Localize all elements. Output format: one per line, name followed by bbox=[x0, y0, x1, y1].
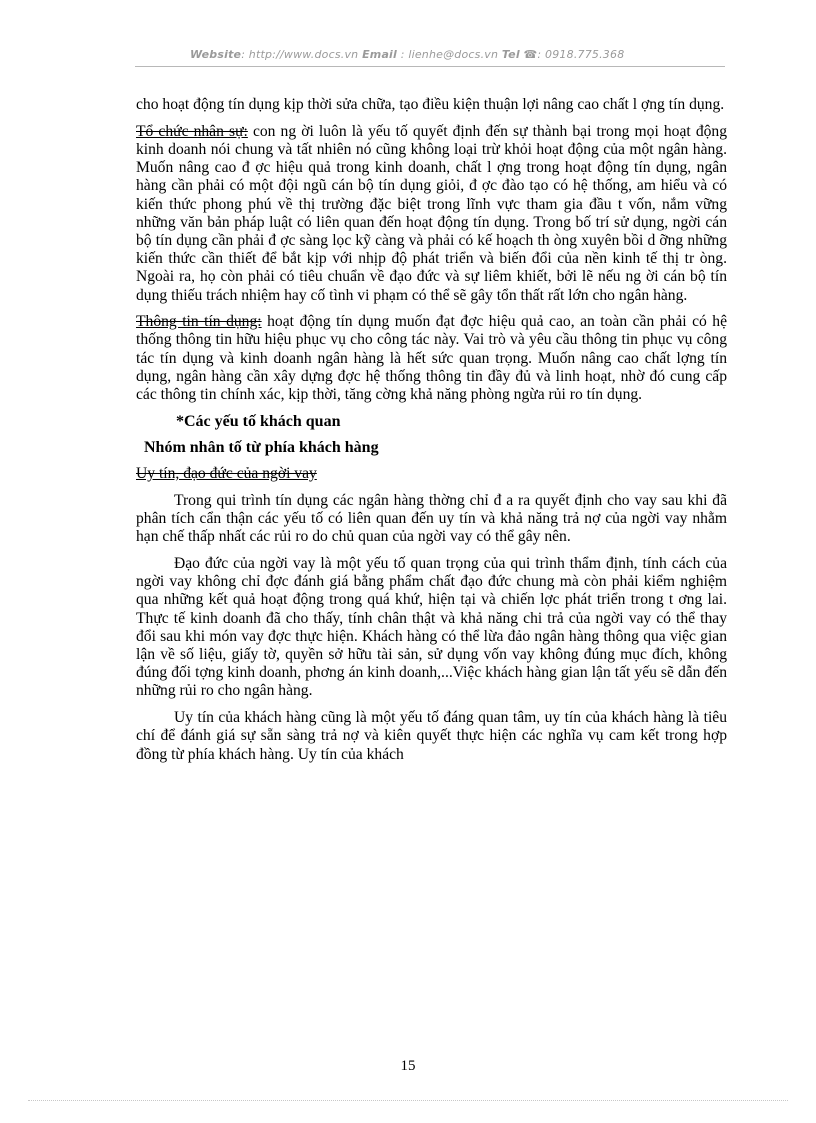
paragraph-2-label: Tổ chức nhân sự: bbox=[136, 122, 248, 140]
phone-icon: ☎ bbox=[523, 48, 538, 61]
paragraph-1: cho hoạt động tín dụng kịp thời sửa chữa, tạo điều kiện thuận lợi nâng cao chất l ợng tín dụng. bbox=[136, 96, 725, 113]
subheading-credibility: Uy tín, đạo đức của ngời vay bbox=[136, 465, 317, 483]
paragraph-4: Trong qui trình tín dụng các ngân hàng thờng chỉ đ a ra quyết định cho vay sau khi đã phân tích cẩn thận các yếu tố có liên quan đến uy tín và khả năng trả nợ của ngời vay nhằm hạn chế thấp nhất các rủi ro do chủ quan của ngời vay có thể gây nên. bbox=[136, 491, 727, 546]
paragraph-2-text: con ng ời luôn là yếu tố quyết định đến sự thành bại trong mọi hoạt động kinh doanh nói chung và tất nhiên nó cũng không loại trừ khỏi hoạt động của một ngân hàng. Muốn nâng cao đ ợc hiệu quả trong kinh doanh, chất l ợng trong hoạt động tín dụng, ngân hàng cần phải có một đội ngũ cán bộ tín dụng giỏi, đ ợc đào tạo có hệ thống, am hiểu và có kiến thức phong phú về thị trường đặc biệt trong lĩnh vực tham gia đầu t vốn, nắm vững những văn bản pháp luật có liên quan đến hoạt động tín dụng. Trong bố trí sử dụng, ngời cán bộ tín dụng cần phải đ ợc sàng lọc kỹ càng và phải có kế hoạch th òng xuyên bồi d ỡng những kiến thức cần thiết để bắt kịp với nhịp độ phát triển và biến đổi của nền kinh tế thị tr òng. Ngoài ra, họ còn phải có tiêu chuẩn về đạo đức và sự liêm khiết, bởi lẽ nếu ng ời cán bộ tín dụng thiếu trách nhiệm hay cố tình vi phạm có thể sẽ gây tổn thất rất lớn cho ngân hàng. bbox=[136, 122, 728, 304]
tel-label: Tel bbox=[501, 48, 520, 61]
website-value: : http://www.docs.vn bbox=[241, 48, 359, 61]
heading-customer-factors: Nhóm nhân tố từ phía khách hàng bbox=[144, 438, 379, 456]
header-divider bbox=[135, 66, 725, 67]
paragraph-3-label: Thông tin tín dụng: bbox=[136, 313, 262, 331]
paragraph-3-text: hoạt động tín dụng muốn đạt đợc hiệu quả cao, an toàn cần phải có hệ thống thông tin hữu hiệu phục vụ cho công tác này. Vai trò và yêu cầu thông tin phục vụ công tác tín dụng và kinh doanh ngân hàng là hết sức quan trọng. Muốn nâng cao chất lợng tín dụng, ngân hàng cần xây dựng đợc hệ thống thông tin đầy đủ và linh hoạt, nhờ đó cung cấp các thông tin chính xác, kịp thời, tăng cờng khả năng phòng ngừa rủi ro tín dụng. bbox=[136, 313, 728, 404]
paragraph-3 bbox=[136, 313, 727, 404]
footer-divider bbox=[28, 1100, 788, 1101]
tel-value: : 0918.775.368 bbox=[537, 48, 625, 61]
website-label: Website bbox=[190, 48, 242, 61]
page-number: 15 bbox=[400, 1058, 416, 1074]
paragraph-6: Uy tín của khách hàng cũng là một yếu tố đáng quan tâm, uy tín của khách hàng là tiêu chí để đánh giá sự sẵn sàng trả nợ và kiên quyết thực hiện các nghĩa vụ cam kết trong hợp đồng từ phía khách hàng. Uy tín của khách bbox=[136, 709, 727, 763]
paragraph-2 bbox=[136, 123, 727, 305]
page-header bbox=[190, 48, 730, 61]
heading-objective-factors: *Các yếu tố khách quan bbox=[176, 412, 341, 430]
email-label: Email bbox=[362, 48, 398, 61]
document-body bbox=[136, 96, 727, 772]
email-value: : lienhe@docs.vn bbox=[400, 48, 499, 61]
paragraph-5: Đạo đức của ngời vay là một yếu tố quan trọng của qui trình thẩm định, tính cách của ngời vay không chỉ đợc đánh giá bằng phẩm chất đạo đức chung mà còn phải kiểm nghiệm qua những kết quả hoạt động trong quá khứ, hiện tại và chiến lợc phát triển trong t ơng lai. Thực tế kinh doanh đã cho thấy, tính chân thật và khả năng chi trả của ngời vay có thể thay đổi sau khi món vay đợc thực hiện. Khách hàng có thể lừa đảo ngân hàng thông qua việc gian lận về số liệu, giấy tờ, quyền sở hữu tài sản, sử dụng vốn vay không đúng mục đích, không đúng đối tợng kinh doanh, phơng án kinh doanh,...Việc khách hàng gian lận tất yếu sẽ dẫn đến những rủi ro cho ngân hàng. bbox=[136, 554, 727, 700]
